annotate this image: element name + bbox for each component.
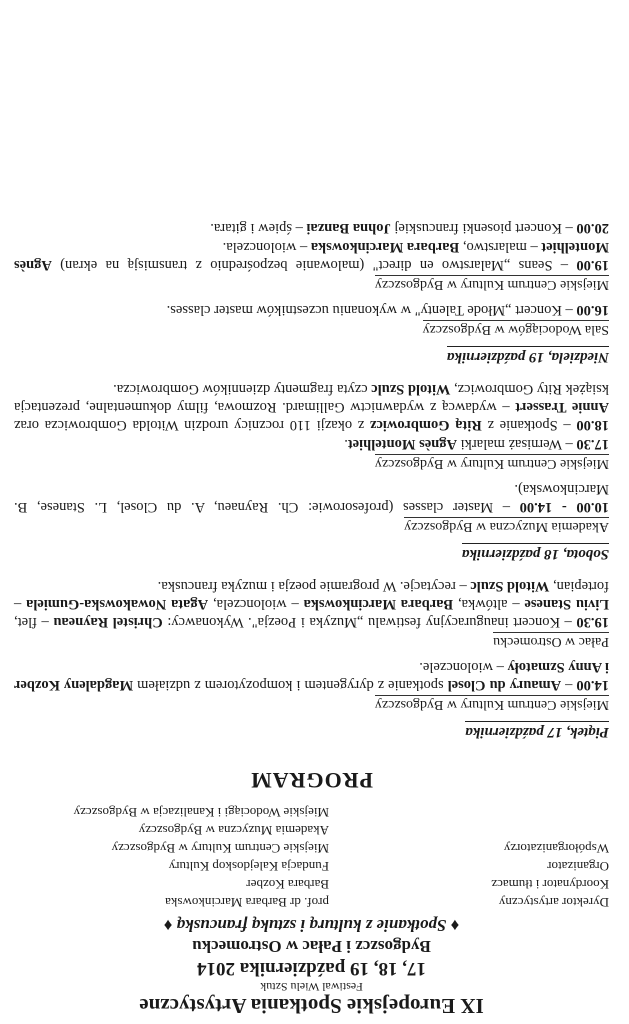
organizer-names <box>14 803 329 857</box>
program-heading: PROGRAM <box>249 768 374 793</box>
day-heading: Niedziela, 19 października <box>447 346 609 366</box>
venue-block <box>14 577 609 658</box>
venue-name: Miejskie Centrum Kultury w Bydgoszczy <box>374 697 609 712</box>
event-entry <box>14 238 609 274</box>
event-entry <box>14 380 609 434</box>
event-text: – wydawcą z wydawnictw Gallimard. Rozmowa, filmy dokumentalne, prezentacja książek Rity Gombrowicz, <box>14 381 609 415</box>
event-text: – Spotkanie z <box>481 417 577 433</box>
venue-name: Akademia Muzyczna w Bydgoszczy <box>404 519 609 534</box>
event-text: – altówka, <box>453 596 525 612</box>
event-text: – Wernisaż malarki <box>457 436 577 452</box>
organizer-role: Organizator <box>547 859 609 874</box>
event-performer: Agnès Montelhiet <box>14 239 609 273</box>
event-entry <box>14 435 609 453</box>
organizers-list <box>14 803 609 911</box>
event-text: – <box>561 677 577 693</box>
festival-dates: 17, 18, 19 października 2014 <box>196 958 427 979</box>
event-text: – Koncert piosenki francuskiej <box>390 220 577 236</box>
event-time: 16.00 <box>576 302 609 318</box>
venue-name: Miejskie Centrum Kultury w Bydgoszczy <box>374 277 609 292</box>
event-text: – Koncert inauguracyjny festiwalu „Muzyka i Poezja". Wykonawcy: <box>162 614 577 630</box>
organizer-row <box>14 803 609 857</box>
event-time: 20.00 <box>576 220 609 236</box>
event-performer: Witold Szulc <box>470 578 550 594</box>
organizer-name: Miejskie Wodociągi i Kanalizacja w Bydgoszczy <box>73 805 329 820</box>
event-text: – flet, <box>14 614 54 630</box>
festival-tagline: ♦ Spotkanie z kulturą i sztuką francuską ♦ <box>163 916 460 935</box>
festival-subtitle: Festiwal Wielu Sztuk <box>260 980 363 994</box>
venue-name: Pałac w Ostromecku <box>493 634 609 649</box>
event-time: 18.00 <box>576 417 609 433</box>
event-text: – wiolonczela. <box>222 239 311 255</box>
program-day <box>14 219 609 380</box>
event-entry <box>14 480 609 516</box>
event-entry <box>14 577 609 631</box>
event-performer: Witold Szulc <box>371 381 451 397</box>
event-text: – recytacje. W programie poezja i muzyka francuska. <box>157 578 471 594</box>
event-entry <box>14 301 609 319</box>
program-day <box>14 577 609 755</box>
organizer-row <box>14 875 609 893</box>
organizer-row <box>14 893 609 911</box>
organizer-role: Współorganizatorzy <box>503 841 609 856</box>
venue-name: Sala Wodociągów w Bydgoszczy <box>422 322 609 337</box>
event-performer: Magdaleny Kozber i Anny Szmatoły <box>13 659 609 693</box>
organizer-name: prof. dr Barbara Marcinkowska <box>165 895 329 910</box>
venue-block <box>14 480 609 543</box>
event-performer: Johna Banzai <box>306 220 391 236</box>
venue-block <box>14 301 609 346</box>
organizer-name: Fundacja Kalejdoskop Kultury <box>168 859 329 874</box>
event-time: 19.00 <box>576 257 609 273</box>
event-text: – wiolonczela, <box>208 596 304 612</box>
event-text: – śpiew i gitara. <box>210 220 307 236</box>
event-time: 14.00 <box>576 677 609 693</box>
event-text: spotkanie z dyrygentem i kompozytorem z udziałem <box>133 677 448 693</box>
event-time: 17.30 <box>576 436 609 452</box>
day-heading: Piątek, 17 października <box>465 721 609 741</box>
event-text: – Master classes (profesorowie: Ch. Raynaeu, A. du Closel, L. Stanese, B. Marcinkowska). <box>14 481 609 515</box>
event-performer: Annie Trassert <box>515 399 609 415</box>
organizer-role: Koordynator i tłumacz <box>491 877 609 892</box>
event-entry <box>14 219 609 237</box>
program-day <box>14 380 609 577</box>
organizer-name: Miejskie Centrum Kultury w Bydgoszczy <box>111 841 329 856</box>
event-text: – Seans „Malarstwo en direct" (malowanie bezpośrednio z transmisją na ekran) <box>51 257 577 273</box>
organizer-name: Barbara Kozber <box>246 877 329 892</box>
event-text: – fortepian, <box>14 578 609 612</box>
venue-name: Miejskie Centrum Kultury w Bydgoszczy <box>374 456 609 471</box>
event-text: . <box>344 436 348 452</box>
event-text: z okazji 110 rocznicy urodzin Witolda Gombrowicza oraz <box>14 417 371 433</box>
festival-location: Bydgoszcz i Pałac w Ostromecku <box>192 937 431 956</box>
day-heading: Sobota, 18 października <box>462 543 609 563</box>
event-text: – malarstwo, <box>459 239 542 255</box>
event-performer: Ritą Gombrowicz <box>370 417 482 433</box>
event-performer: Amaury du Closel <box>447 677 562 693</box>
event-performer: Agnès Montelhiet <box>347 436 458 452</box>
event-performer: Barbara Marcinkowska <box>310 239 460 255</box>
festival-title: IX Europejskie Spotkania Artystyczne <box>139 994 484 1018</box>
organizer-row <box>14 857 609 875</box>
header <box>14 915 609 1018</box>
event-performer: Agata Nowakowska-Gumiela <box>26 596 209 612</box>
program-days <box>14 219 609 755</box>
event-performer: Christel Rayneau <box>53 614 163 630</box>
event-text: – Koncert „Młode Talenty" w wykonaniu uczestników master classes. <box>166 302 577 318</box>
event-time: 10.00 - 14.00 <box>519 499 609 515</box>
venue-block <box>14 219 609 301</box>
event-time: 19.30 <box>576 614 609 630</box>
event-text: czyta fragmenty dzienników Gombrowicza. <box>113 381 372 397</box>
event-performer: Barbara Marcinkowska <box>303 596 454 612</box>
organizer-role: Dyrektor artystyczny <box>498 895 609 910</box>
organizer-name: Akademia Muzyczna w Bydgoszczy <box>138 823 329 838</box>
event-performer: Liviu Stanese <box>524 596 609 612</box>
event-text: – wiolonczele. <box>419 659 508 675</box>
event-entry <box>14 658 609 694</box>
venue-block <box>14 658 609 721</box>
venue-block <box>14 380 609 480</box>
